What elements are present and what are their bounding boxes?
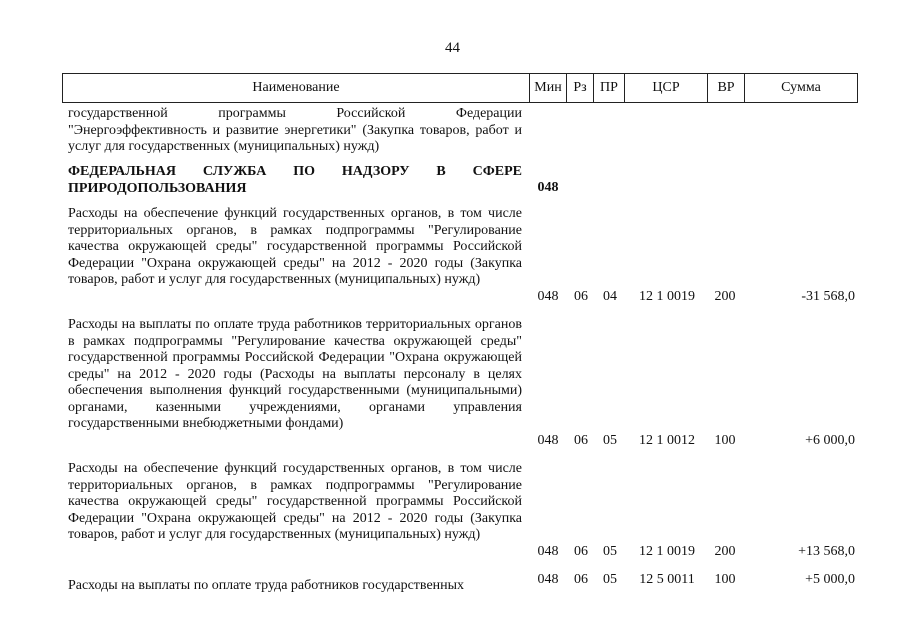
cell-vr: 200 (714, 289, 736, 304)
cell-min: 048 (537, 544, 559, 559)
page-number: 44 (445, 40, 460, 56)
cell-pr: 05 (603, 544, 617, 559)
cell-rz: 06 (574, 433, 588, 448)
cell-csr: 12 1 0012 (639, 433, 695, 448)
header-vr: ВР (708, 74, 745, 103)
cell-csr: 12 1 0019 (639, 544, 695, 559)
cell-min: 048 (537, 572, 559, 587)
cell-sum: -31 568,0 (801, 289, 855, 304)
cell-min: 048 (537, 180, 559, 195)
cell-pr: 04 (603, 289, 617, 304)
table-row-name: Расходы на обеспечение функций государственных органов, в том числе территориальных органов, в рамках подпрограммы "Регулирование качества окружающей среды" государственной программы Российской Федерации "Охрана окружающей среды" на 2012 - 2020 годы (Закупка товаров, работ и услуг для государственных (муниципальных) нужд) (68, 206, 522, 287)
cell-pr: 05 (603, 572, 617, 587)
agency-heading: ФЕДЕРАЛЬНАЯ СЛУЖБА ПО НАДЗОРУ В СФЕРЕ ПРИРОДОПОЛЬЗОВАНИЯ (68, 164, 522, 196)
header-rz: Рз (567, 74, 594, 103)
cell-csr: 12 1 0019 (639, 289, 695, 304)
cell-rz: 06 (574, 572, 588, 587)
cell-sum: +6 000,0 (805, 433, 855, 448)
table-row-name: Расходы на выплаты по оплате труда работников территориальных органов в рамках подпрограммы "Регулирование качества окружающей среды" государственной программы Российской Федерации "Охрана окружающей среды" на 2012 - 2020 годы (Расходы на выплаты персоналу в целях обеспечения выполнения функций государственными (муниципальными) органами, казенными учреждениями, органами управления государственными внебюджетными фондами) (68, 317, 522, 431)
cell-vr: 100 (714, 572, 736, 587)
cell-vr: 100 (714, 433, 736, 448)
cell-rz: 06 (574, 544, 588, 559)
header-min: Мин (530, 74, 567, 103)
header-name: Наименование (63, 74, 530, 103)
table-row-name: Расходы на обеспечение функций государственных органов, в том числе территориальных органов, в рамках подпрограммы "Регулирование качества окружающей среды" государственной программы Российской Федерации "Охрана окружающей среды" на 2012 - 2020 годы (Закупка товаров, работ и услуг для государственных (муниципальных) нужд) (68, 461, 522, 542)
cell-vr: 200 (714, 544, 736, 559)
cell-rz: 06 (574, 289, 588, 304)
cell-csr: 12 5 0011 (639, 572, 695, 587)
header-csr: ЦСР (625, 74, 708, 103)
table-row-name: государственной программы Российской Федерации "Энергоэффективность и развитие энергетики" (Закупка товаров, работ и услуг для государственных (муниципальных) нужд) (68, 106, 522, 154)
header-pr: ПР (594, 74, 625, 103)
cell-min: 048 (537, 433, 559, 448)
cell-pr: 05 (603, 433, 617, 448)
table-row-name: Расходы на выплаты по оплате труда работников государственных (68, 578, 465, 593)
header-sum: Сумма (745, 74, 858, 103)
cell-min: 048 (537, 289, 559, 304)
cell-sum: +13 568,0 (798, 544, 855, 559)
cell-sum: +5 000,0 (805, 572, 855, 587)
